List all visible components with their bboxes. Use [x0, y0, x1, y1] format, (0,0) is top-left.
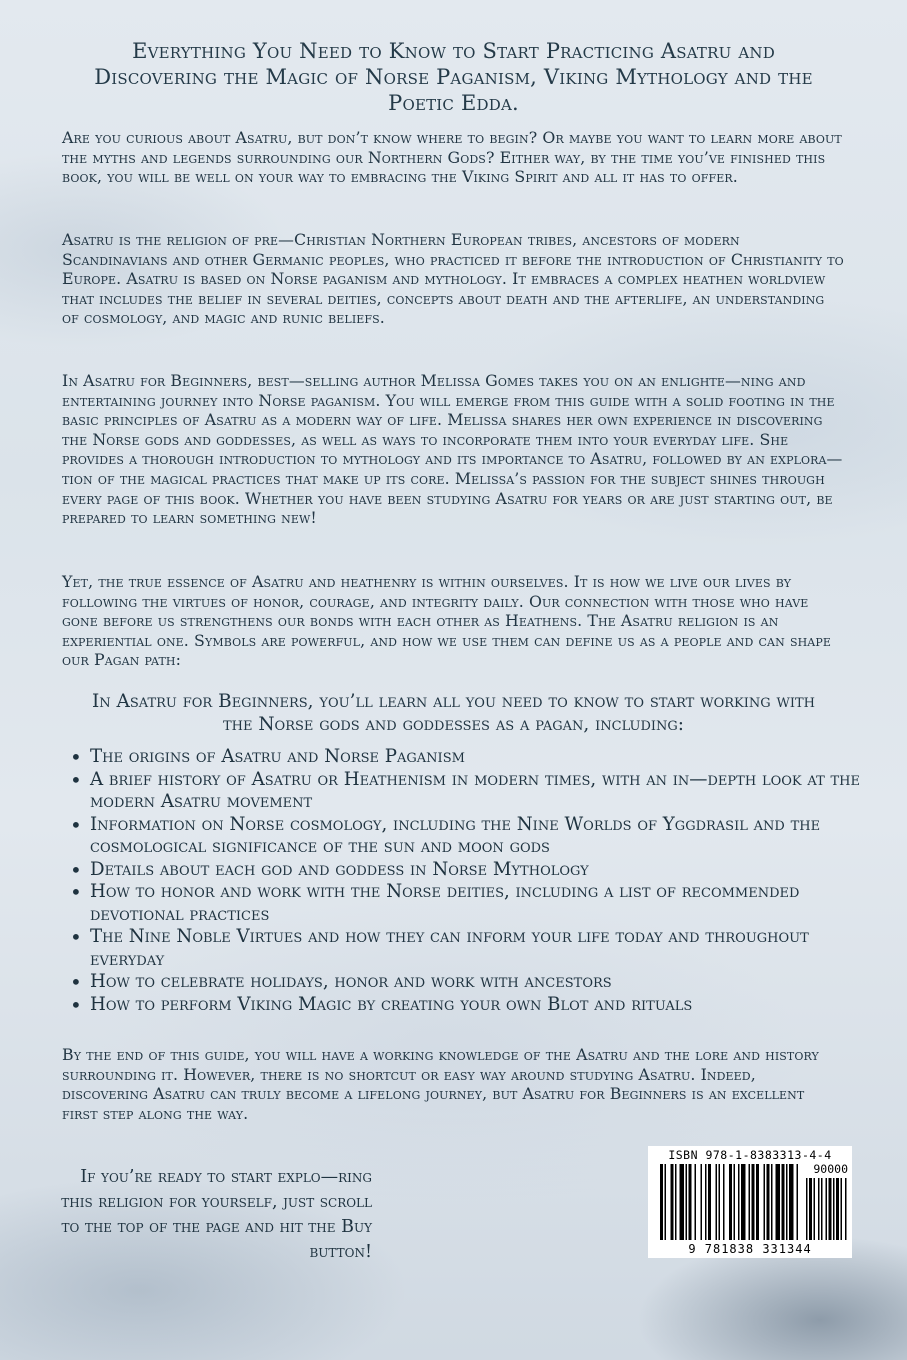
paragraph-intro: Are you curious about Asatru, but don’t know where to begin? Or maybe you want to learn more about the myths and legends surrounding our Northern Gods? Either way, by the time you’ve finished this book, you will be well on your way to embracing the Viking Spirit and all it has to offer.: [62, 128, 842, 187]
barcode-bar: [723, 1164, 725, 1240]
paragraph-essence: Yet, the true essence of Asatru and heathenry is within ourselves. It is how we live our lives by following the virtues of honor, courage, and integrity daily. Our connection with those who have gone before us strengthens our bonds with each other as Heathens. The Asatru religion is an experiential one. Symbols are powerful, and how we use them can define us as a people and can shape our Pagan path:: [62, 572, 831, 670]
feature-list-intro: In Asatru for Beginners, you’ll learn all you need to know to start working with the Norse gods and goddesses as a pagan, including:: [91, 691, 816, 735]
barcode-bar: [671, 1164, 674, 1240]
addon-bar: [818, 1178, 820, 1240]
barcode-bar: [675, 1164, 677, 1240]
price-code: 90000: [813, 1162, 848, 1176]
barcode-bar: [767, 1164, 770, 1240]
ean-digits: 9 781838 331344: [688, 1242, 812, 1256]
feature-item: • How to celebrate holidays, honor and work with ancestors: [68, 971, 868, 994]
barcode-bar: [665, 1164, 667, 1240]
barcode-bar: [689, 1164, 692, 1240]
barcode-bar: [797, 1164, 799, 1240]
call-to-action: If you’re ready to start explo—ring this religion for yourself, just scroll to the top of the page and hit the Buy button!: [61, 1167, 372, 1262]
barcode-bar: [789, 1164, 794, 1240]
feature-item: • A brief history of Asatru or Heathenism in modern times, with an in—depth look at the modern Asatru movement: [68, 769, 868, 814]
addon-bar: [841, 1178, 843, 1240]
feature-item: • How to honor and work with the Norse deities, including a list of recommended devotional practices: [68, 881, 868, 926]
feature-item: • Information on Norse cosmology, including the Nine Worlds of Yggdrasil and the cosmological significance of the sun and moon gods: [68, 814, 868, 859]
feature-item: • Details about each god and goddess in Norse Mythology: [68, 859, 868, 882]
paragraph-conclusion: By the end of this guide, you will have a working knowledge of the Asatru and the lore and history surrounding it. However, there is no shortcut or easy way around studying Asatru. Indeed, discovering Asatru can truly become a lifelong journey, but Asatru for Beginners is an excellent first step along the way.: [62, 1045, 819, 1123]
barcode-bar: [695, 1164, 697, 1240]
barcode-bar: [708, 1164, 711, 1240]
barcode-bar: [771, 1164, 773, 1240]
feature-list: [68, 746, 868, 1016]
addon-bar: [845, 1178, 847, 1240]
isbn-barcode: [648, 1146, 852, 1258]
barcode-bar: [680, 1164, 685, 1240]
paragraph-author: In Asatru for Beginners, best—selling author Melissa Gomes takes you on an enlighte—ning and entertaining journey into Norse paganism. You will emerge from this guide with a solid footing in the basic principles of Asatru as a modern way of life. Melissa shares her own experience in discovering the Norse gods and goddesses, as well as ways to incorporate them into your everyday life. She provides a thorough introduction to mythology and its importance to Asatru, followed by an explora—tion of the magical practices that make up its core. Melissa’s passion for the subject shines through every page of this book. Whether you have been studying Asatru for years or are just starting out, be prepared to learn something new!: [62, 371, 843, 528]
barcode-bar: [729, 1164, 732, 1240]
addon-bar: [809, 1178, 812, 1240]
addon-bar: [829, 1178, 832, 1240]
barcode-bar: [741, 1164, 746, 1240]
barcode-bar: [738, 1164, 740, 1240]
paragraph-definition: Asatru is the religion of pre—Christian Northern European tribes, ancestors of modern Scandinavians and other Germanic peoples, who practiced it before the introduction of Christianity to Europe. Asatru is based on Norse paganism and mythology. It embraces a complex heathen worldview that includes the belief in several deities, concepts about death and the afterlife, an understanding of cosmology, and magic and runic beliefs.: [62, 230, 844, 328]
barcode-bar: [749, 1164, 751, 1240]
addon-bar: [826, 1178, 828, 1240]
headline: Everything You Need to Know to Start Practicing Asatru and Discovering the Magic of Norse Paganism, Viking Mythology and the Poetic Edda.: [94, 39, 813, 115]
barcode-bar: [782, 1164, 785, 1240]
feature-item: • The Nine Noble Virtues and how they can inform your life today and throughout everyday: [68, 926, 868, 971]
barcode-bar: [701, 1164, 703, 1240]
feature-item: • The origins of Asatru and Norse Paganism: [68, 746, 868, 769]
addon-bar: [836, 1178, 839, 1240]
barcode-bar: [716, 1164, 718, 1240]
barcode-bar: [660, 1164, 663, 1240]
barcode-bar: [686, 1164, 688, 1240]
feature-item: • How to perform Viking Magic by creating your own Blot and rituals: [68, 994, 868, 1017]
barcode-bar: [752, 1164, 755, 1240]
barcode-bar: [764, 1164, 766, 1240]
isbn-label: ISBN 978-1-8383313-4-4: [668, 1148, 832, 1162]
barcode-bar: [786, 1164, 788, 1240]
barcode-bar: [776, 1164, 781, 1240]
barcode-bar: [734, 1164, 736, 1240]
addon-bar: [814, 1178, 816, 1240]
addon-bar: [833, 1178, 835, 1240]
barcode-bar: [756, 1164, 759, 1240]
barcode-bar: [719, 1164, 721, 1240]
addon-bar: [821, 1178, 823, 1240]
barcode-bar: [705, 1164, 707, 1240]
addon-bar: [806, 1178, 808, 1240]
